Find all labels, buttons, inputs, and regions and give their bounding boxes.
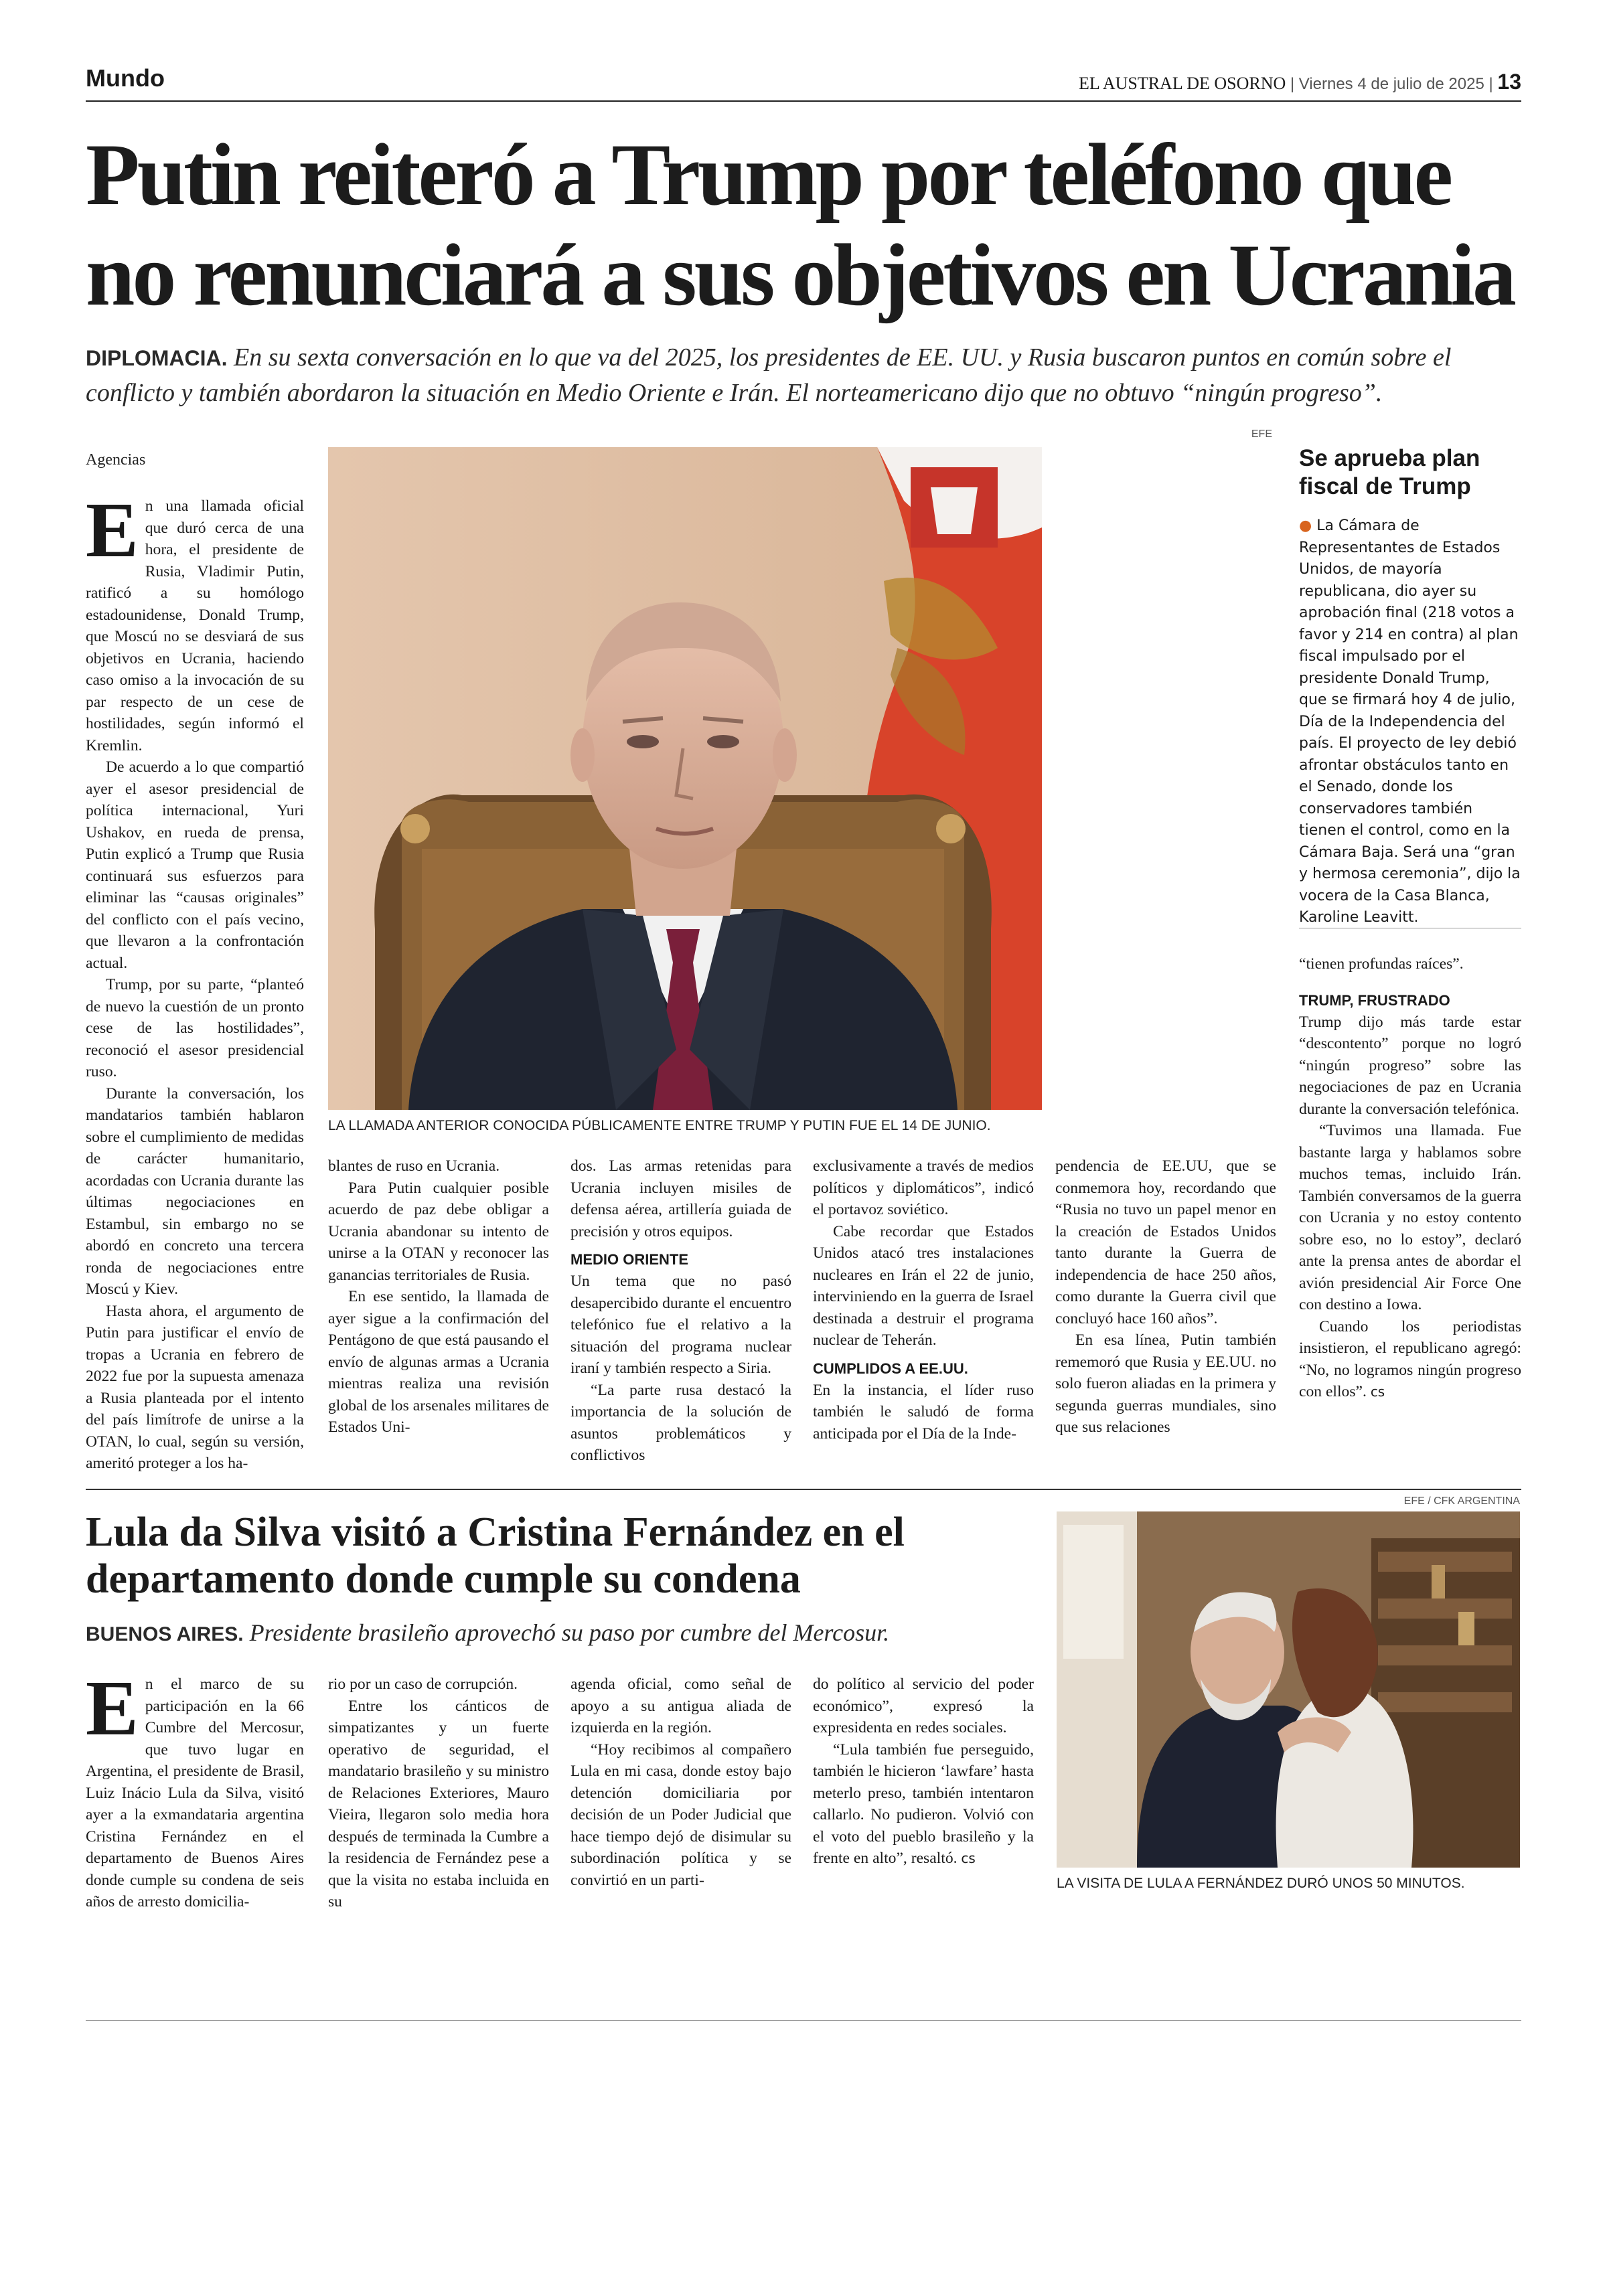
byline: Agencias	[86, 451, 146, 469]
second-headline: Lula da Silva visitó a Cristina Fernández en el departamento donde cumple su condena	[86, 1509, 905, 1602]
second-col4-para: “Lula también fue perseguido, también le hicieron ‘lawfare’ hasta meterlo preso, también intentaron callarlo. No pudieron. Volvió con el voto del pueblo brasileño y la frente en alto”, resaltó. cs	[813, 1740, 1034, 1867]
second-col1-para: En el marco de su participación en la 66 Cumbre del Mercosur, que tuvo lugar en Argentina, el presidente de Brasil, Luiz Inácio Lula da Silva, visitó ayer a la exmandataria argentina Cristina Fernández en el departamento de Buenos Aires donde cumple su condena de seis años de arresto domicilia-	[86, 1664, 304, 1910]
second-column-4	[813, 1673, 1034, 1870]
second-col3-para: agenda oficial, como señal de apoyo a su antigua aliada de izquierda en la región.	[570, 1675, 791, 1736]
second-photo	[1057, 1511, 1520, 1868]
second-photo-caption: LA VISITA DE LULA A FERNÁNDEZ DURÓ UNOS 50 MINUTOS.	[1057, 1876, 1465, 1891]
second-col4-para: do político al servicio del poder económico”, expresó la expresidenta en redes sociales.	[813, 1675, 1034, 1736]
main-col1-para: En una llamada oficial que duró cerca de una hora, el presidente de Rusia, Vladimir Putin, ratificó a su homólogo estadounidense, Donald Trump, que Moscú no se desviará de sus objetivos en Ucrania, haciendo caso omiso a la invocación de su par respecto de un cese de hostilidades, según informó el Kremlin.	[86, 486, 304, 754]
masthead: EL AUSTRAL DE OSORNO | Viernes 4 de julio de 2025 | 13	[1078, 70, 1521, 94]
main-col5-para: En esa línea, Putin también rememoró que Rusia y EE.UU. no solo fueron aliadas en la primera y segunda guerras mundiales, sino que sus relaciones	[1055, 1331, 1276, 1436]
main-dropcap: E	[86, 486, 139, 574]
main-column-6	[1299, 953, 1521, 1403]
main-col2-para: blantes de ruso en Ucrania.	[328, 1157, 500, 1175]
second-dek	[86, 1617, 1050, 1650]
main-col3-subhead: MEDIO ORIENTE	[570, 1251, 689, 1268]
main-col6-para: “tienen profundas raíces”.	[1299, 955, 1464, 973]
main-col4-para: Cabe recordar que Estados Unidos atacó tres instalaciones nucleares en Irán el 22 de junio, interviniendo en la guerra de Israel destinada a destruir el programa nuclear de Teherán.	[813, 1222, 1034, 1349]
main-column-5	[1055, 1155, 1276, 1439]
sidebar-text: La Cámara de Representantes de Estados Unidos, de mayoría republicana, dio ayer su aprobación final (218 votos a favor y 214 en contra) al plan fiscal impulsado por el presidente Donald Trump, que se firmará hoy 4 de julio, Día de la Independencia del país. El proyecto de ley debió afrontar obstáculos tanto en el Senado, donde los conservadores también tienen el control, como en la Cámara Baja. Será una “gran y hermosa ceremonia”, dijo la vocera de la Casa Blanca, Karoline Leavitt.	[1299, 517, 1521, 926]
main-photo	[328, 447, 1042, 1110]
main-col3-para: “La parte rusa destacó la importancia de la solución de asuntos problemáticos y conflictivos	[570, 1381, 791, 1464]
story-divider	[86, 1489, 1521, 1490]
paper-name: EL AUSTRAL DE OSORNO	[1078, 74, 1286, 93]
main-col2-para: Para Putin cualquier posible acuerdo de paz debe obligar a Ucrania abandonar su intento de unirse a la OTAN y reconocer las ganancias territoriales de Rusia.	[328, 1179, 549, 1284]
main-col1-para: Hasta ahora, el argumento de Putin para justificar el envío de tropas a Ucrania en febrero de 2022 fue por la supuesta amenaza a Rusia planteada por el intento del país limítrofe de unirse a la OTAN, lo cual, según su versión, ameritó proteger a los ha-	[86, 1302, 304, 1472]
second-col2-para: rio por un caso de corrupción.	[328, 1675, 518, 1693]
main-col5-para: pendencia de EE.UU, que se conmemora hoy, recordando que “Rusia no tuvo un papel menor en la creación de Estados Unidos tanto durante la Guerra de independencia de hace 250 años, como durante la Guerra civil que concluyó hace 160 años”.	[1055, 1157, 1276, 1327]
main-col6-para: Cuando los periodistas insistieron, el republicano agregó: “No, no logramos ningún progreso con ellos”. cs	[1299, 1317, 1521, 1400]
main-dek-text: En su sexta conversación en lo que va del 2025, los presidentes de EE. UU. y Rusia buscaron puntos en común sobre el conflicto y también abordaron la situación en Medio Oriente e Irán. El norteamericano dijo que no obtuvo “ningún progreso”.	[86, 343, 1452, 407]
main-column-3	[570, 1155, 791, 1467]
main-col3-para: Un tema que no pasó desapercibido durante el encuentro telefónico fue el relativo a la situación del programa nuclear iraní y también respecto a Siria.	[570, 1273, 791, 1377]
second-column-2	[328, 1673, 549, 1913]
second-column-3	[570, 1673, 791, 1891]
sidebar-body	[1299, 515, 1521, 929]
header-rule	[86, 100, 1521, 102]
main-col1-para: De acuerdo a lo que compartió ayer el asesor presidencial de política internacional, Yuri Ushakov, en rueda de prensa, Putin explicó a Trump que Rusia continuará sus esfuerzos para eliminar las “causas originales” del conflicto con el país vecino, que llevaron a la confrontación actual.	[86, 758, 304, 972]
main-col2-para: En ese sentido, la llamada de ayer sigue a la confirmación del Pentágono de que está pausando el envío de algunas armas a Ucrania mientras realiza una revisión global de los arsenales militares de Estados Uni-	[328, 1288, 549, 1436]
second-column-1	[86, 1664, 304, 1913]
main-col4-subhead: CUMPLIDOS A EE.UU.	[813, 1360, 968, 1377]
main-column-2	[328, 1155, 549, 1439]
issue-date: Viernes 4 de julio de 2025	[1298, 75, 1484, 93]
second-dek-text: Presidente brasileño aprovechó su paso por cumbre del Mercosur.	[249, 1619, 890, 1646]
main-headline: Putin reiteró a Trump por teléfono que no renunciará a sus objetivos en Ucrania	[86, 125, 1514, 324]
main-col3-para: dos. Las armas retenidas para Ucrania incluyen misiles de defensa aérea, artillería guiada de precisión y otros equipos.	[570, 1157, 791, 1240]
sidebar-title: Se aprueba plan fiscal de Trump	[1299, 445, 1480, 499]
main-photo-credit: EFE	[1251, 428, 1272, 440]
section-label: Mundo	[86, 64, 165, 92]
main-col4-para: exclusivamente a través de medios políticos y diplomáticos”, indicó el portavoz soviético.	[813, 1157, 1034, 1218]
bottom-rule	[86, 2020, 1521, 2021]
end-mark-icon: cs	[1370, 1384, 1385, 1400]
putin-photo-illustration	[328, 447, 1042, 1110]
second-col2-para: Entre los cánticos de simpatizantes y un fuerte operativo de seguridad, el mandatario brasileño y su ministro de Relaciones Exteriores, Mauro Vieira, llegaron solo media hora después de terminada la Cumbre a la residencia de Fernández pese a que la visita no estaba incluida en su	[328, 1697, 549, 1910]
main-col6-para: Trump dijo más tarde estar “descontento” porque no logró “ningún progreso” sobre las negociaciones de paz en Ucrania durante la conversación telefónica.	[1299, 1013, 1521, 1118]
main-dek	[86, 340, 1521, 410]
main-col6-subhead: TRUMP, FRUSTRADO	[1299, 991, 1450, 1009]
lula-cristina-photo-illustration	[1057, 1511, 1520, 1868]
main-dek-kicker: DIPLOMACIA.	[86, 346, 228, 370]
main-col1-para: Trump, por su parte, “planteó de nuevo la cuestión de un pronto cese de las hostilidades”, reconoció el asesor presidencial ruso.	[86, 976, 304, 1080]
main-col6-para: “Tuvimos una llamada. Fue bastante larga y hablamos sobre muchos temas, incluido Irán. También conversamos de la guerra con Ucrania y no estoy contento sobre eso, no lo estoy”, declaró ante la prensa antes de abordar el avión presidencial Air Force One con destino a Iowa.	[1299, 1122, 1521, 1313]
end-mark-icon: cs	[961, 1850, 976, 1866]
main-col4-para: En la instancia, el líder ruso también le saludó de forma anticipada por el Día de la Inde-	[813, 1381, 1034, 1443]
second-col3-para: “Hoy recibimos al compañero Lula en mi casa, donde estoy bajo detención domiciliaria por decisión de un Poder Judicial que hace tiempo dejó de disimular su subordinación política y se convirtió en un parti-	[570, 1740, 791, 1889]
second-dropcap: E	[86, 1664, 139, 1752]
second-dek-kicker: BUENOS AIRES.	[86, 1623, 244, 1645]
main-col1-para: Durante la conversación, los mandatarios también hablaron sobre el cumplimiento de medidas de carácter humanitario, acordadas con Ucrania durante las últimas negociaciones en Estambul, sin embargo no se abordó en concreto una tercera ronda de negociaciones entre Moscú y Kiev.	[86, 1084, 304, 1298]
main-column-4	[813, 1155, 1034, 1445]
sidebar-bullet-icon: ●	[1299, 517, 1312, 534]
main-column-1	[86, 486, 304, 1475]
page-number: 13	[1497, 70, 1521, 94]
main-photo-caption: LA LLAMADA ANTERIOR CONOCIDA PÚBLICAMENTE ENTRE TRUMP Y PUTIN FUE EL 14 DE JUNIO.	[328, 1118, 991, 1133]
second-photo-credit: EFE / CFK ARGENTINA	[1403, 1495, 1520, 1507]
